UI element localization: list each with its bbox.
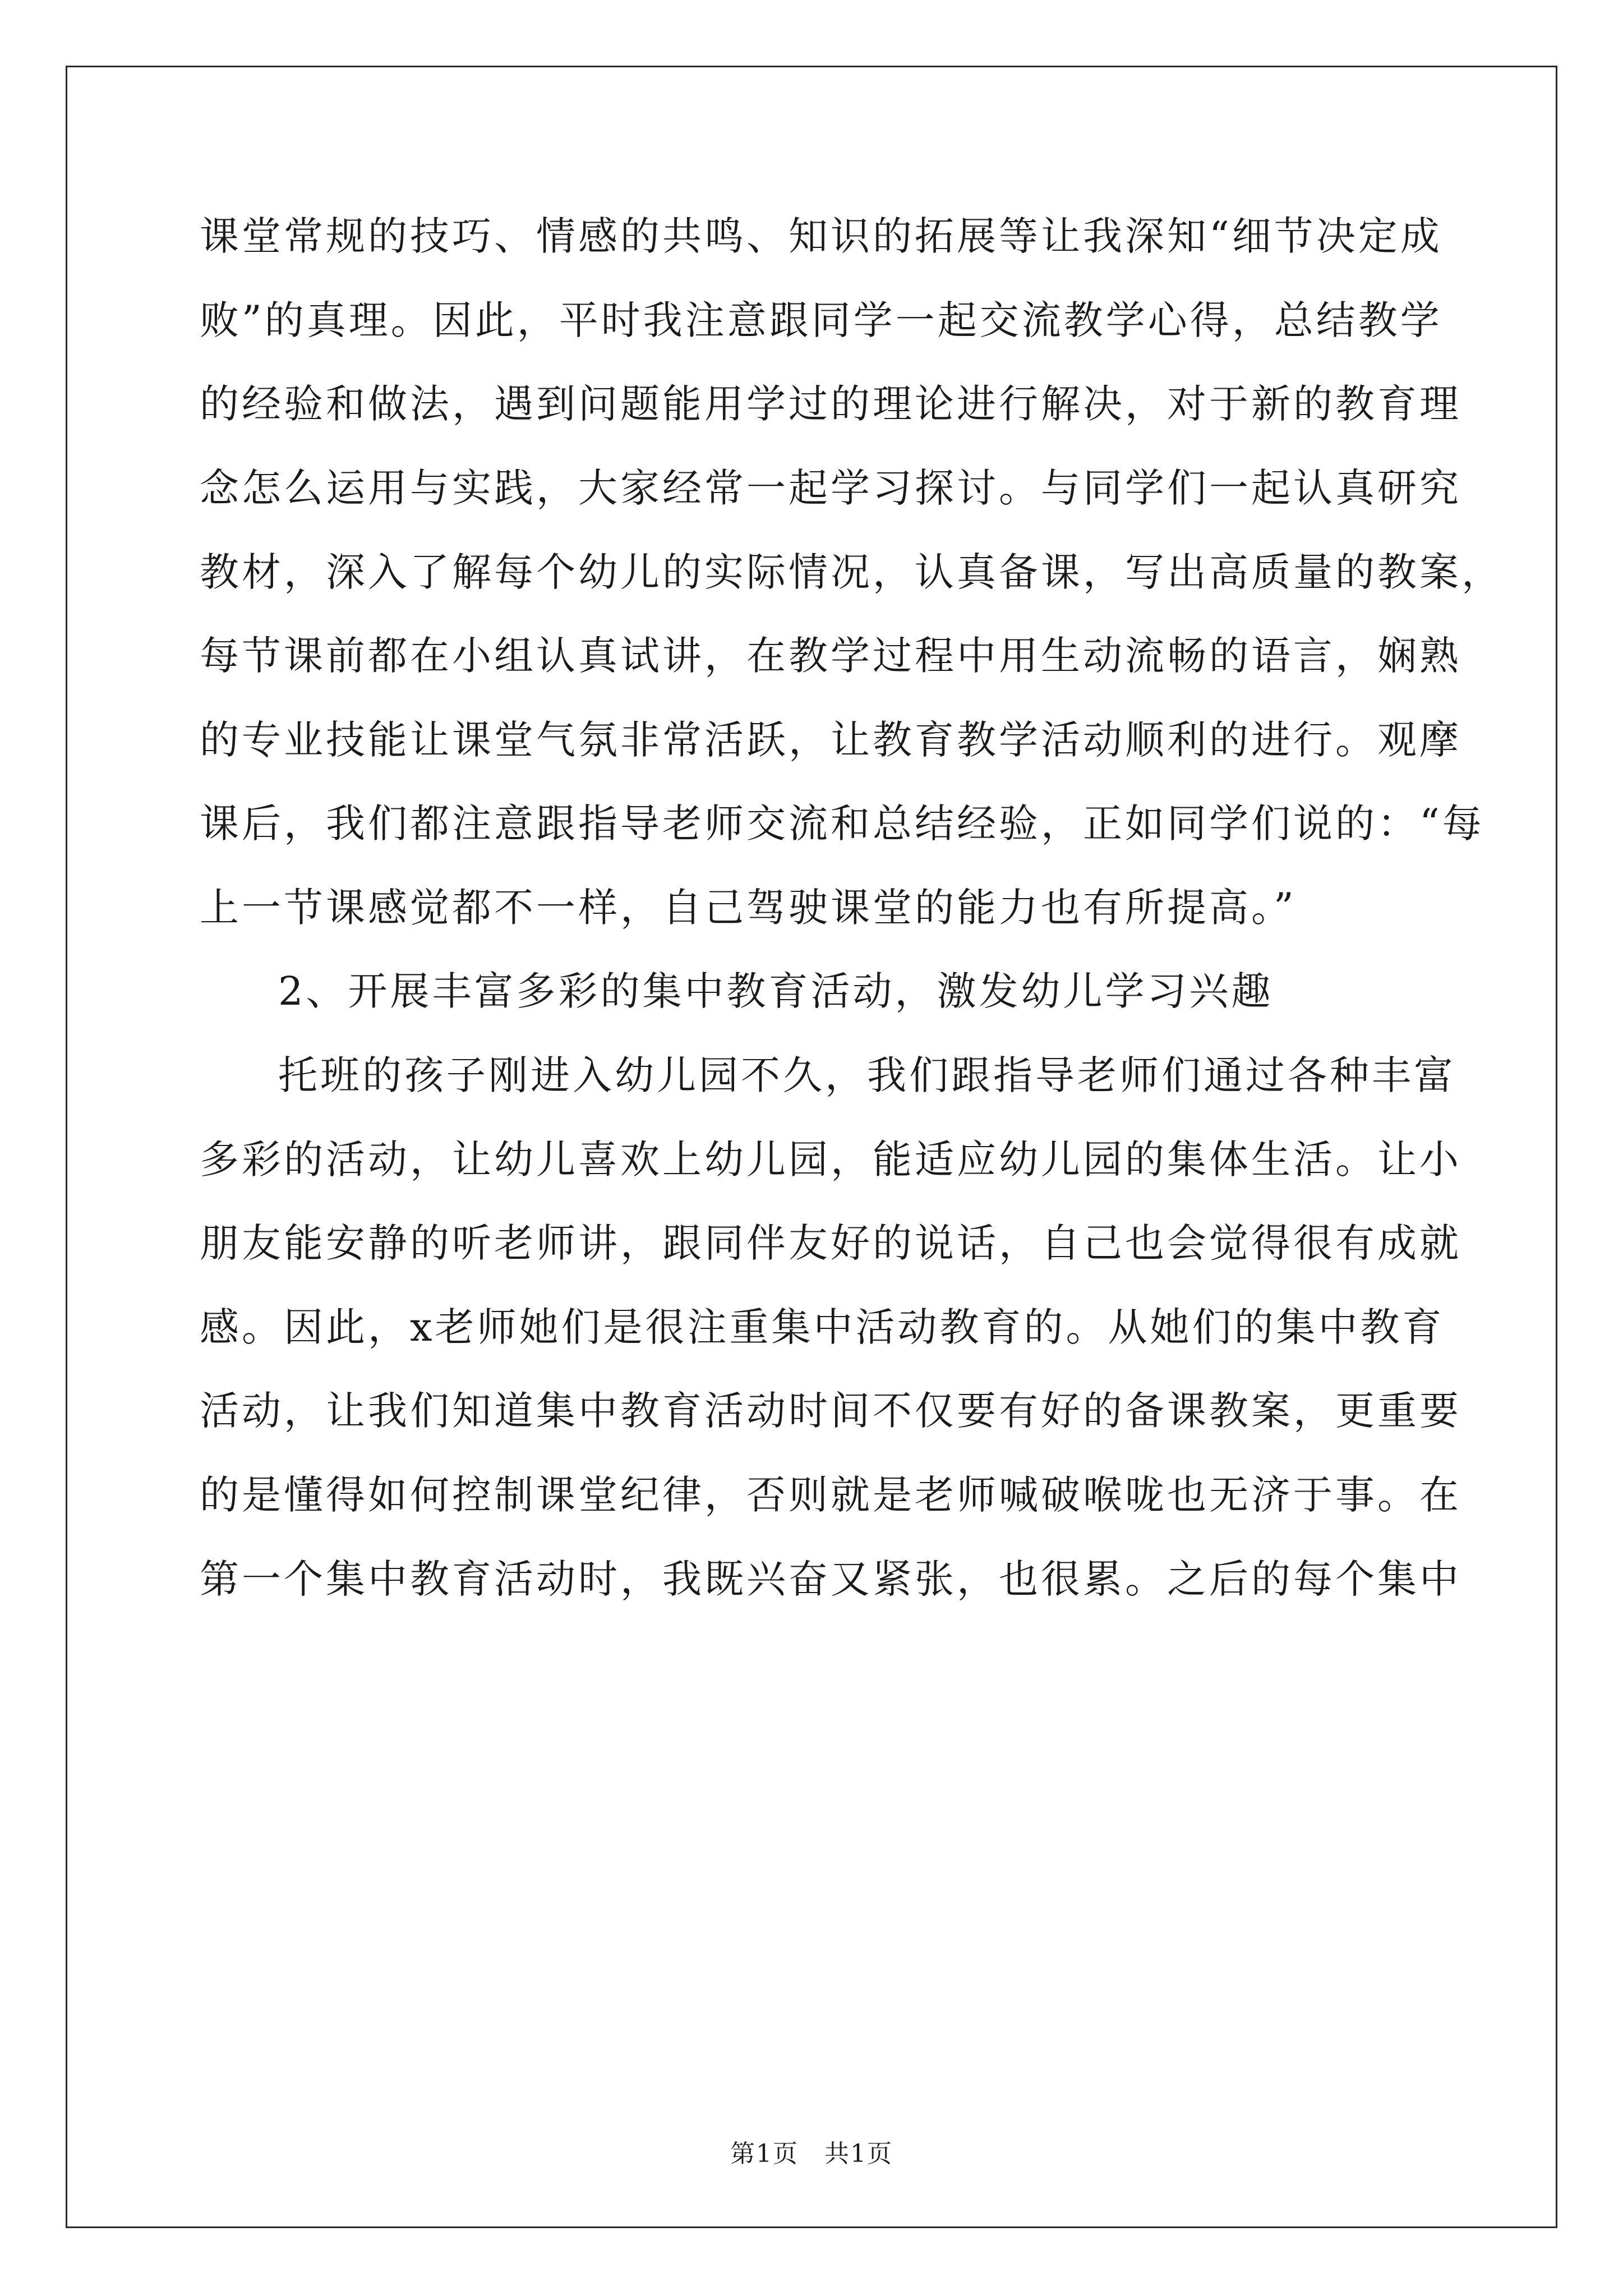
paragraph-line: 课堂常规的技巧、情感的共鸣、知识的拓展等让我深知“细节决定成 [200,213,1442,259]
paragraph-line: 念怎么运用与实践，大家经常一起学习探讨。与同学们一起认真研究 [200,465,1461,511]
paragraph-line: 朋友能安静的听老师讲，跟同伴友好的说话，自己也会觉得很有成就 [200,1220,1461,1266]
page-number-footer: 第1页 共1页 [730,2139,893,2168]
paragraph-line: 上一节课感觉都不一样，自己驾驶课堂的能力也有所提高。” [200,885,1297,931]
section-heading: 2、开展丰富多彩的集中教育活动，激发幼儿学习兴趣 [278,968,1274,1014]
paragraph-line: 多彩的活动，让幼儿喜欢上幼儿园，能适应幼儿园的集体生活。让小 [200,1137,1461,1182]
paragraph-line: 败”的真理。因此，平时我注意跟同学一起交流教学心得，总结教学 [200,297,1442,343]
paragraph-line: 托班的孩子刚进入幼儿园不久，我们跟指导老师们通过各种丰富 [278,1052,1456,1098]
paragraph-line: 教材，深入了解每个幼儿的实际情况，认真备课，写出高质量的教案， [200,549,1504,595]
paragraph-line: 每节课前都在小组认真试讲，在教学过程中用生动流畅的语言，娴熟 [200,633,1461,679]
paragraph-line: 感。因此，x老师她们是很注重集中活动教育的。从她们的集中教育 [200,1304,1445,1350]
paragraph-line: 第一个集中教育活动时，我既兴奋又紧张，也很累。之后的每个集中 [200,1556,1461,1602]
paragraph-line: 活动，让我们知道集中教育活动时间不仅要有好的备课教案，更重要 [200,1388,1461,1434]
paragraph-line: 课后，我们都注意跟指导老师交流和总结经验，正如同学们说的：“每 [200,800,1484,846]
paragraph-line: 的经验和做法，遇到问题能用学过的理论进行解决，对于新的教育理 [200,381,1461,427]
paragraph-line: 的专业技能让课堂气氛非常活跃，让教育教学活动顺利的进行。观摩 [200,717,1461,763]
paragraph-line: 的是懂得如何控制课堂纪律，否则就是老师喊破喉咙也无济于事。在 [200,1472,1461,1518]
